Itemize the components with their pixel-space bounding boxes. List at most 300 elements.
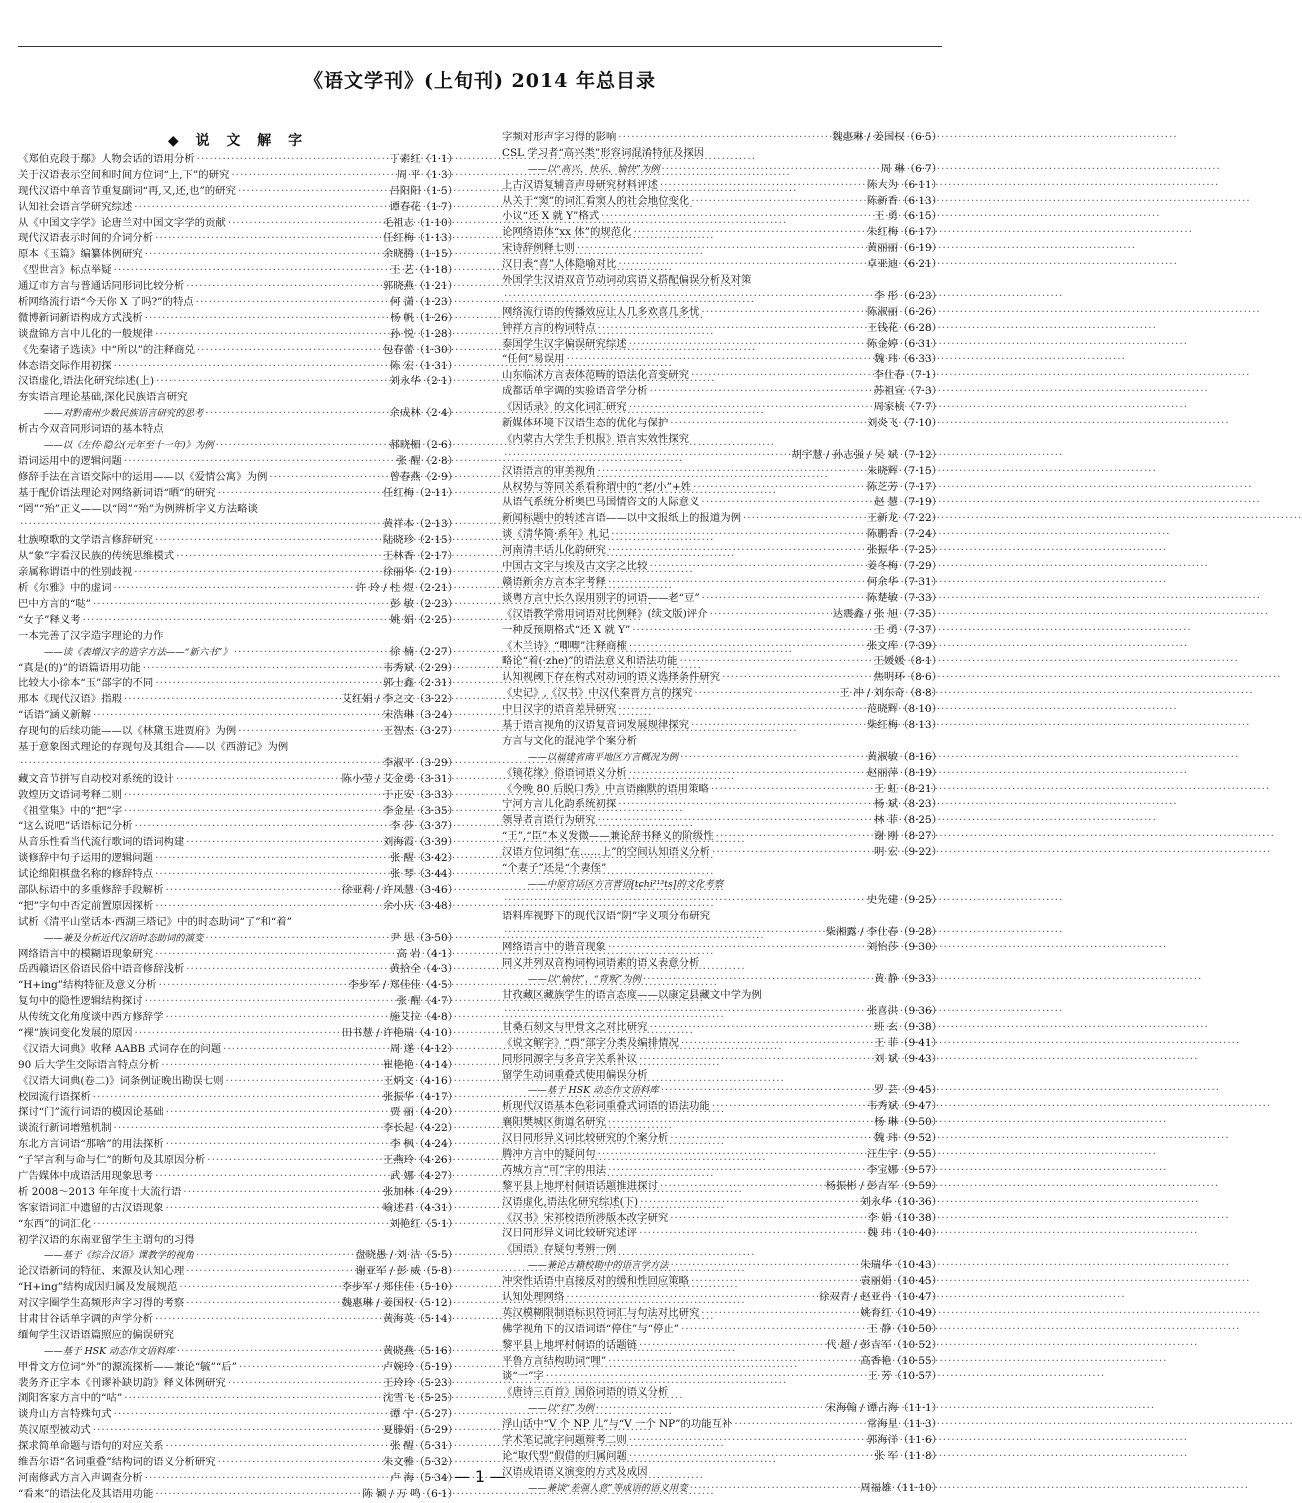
toc-entry bbox=[502, 750, 942, 766]
toc-entry-author-page: 朱文雅（5·32） bbox=[382, 1456, 458, 1469]
toc-entry-author-page: 黄海英（5·14） bbox=[382, 1313, 458, 1326]
toc-entry bbox=[18, 1280, 458, 1296]
toc-entry-author-page: 毛祖志（1·10） bbox=[382, 216, 458, 229]
toc-entry-title: 《国语》存疑句考辨一例 bbox=[502, 1243, 617, 1256]
toc-entry bbox=[502, 543, 942, 559]
toc-entry-title: 留学生动词重叠式使用偏误分析 bbox=[502, 1068, 648, 1081]
dot-leader bbox=[608, 1115, 872, 1131]
toc-entry bbox=[502, 829, 942, 845]
toc-entry bbox=[502, 972, 942, 988]
dot-leader bbox=[649, 559, 864, 575]
toc-entry bbox=[502, 1179, 942, 1195]
toc-entry-title: 谈粤方言中长久误用别字的词语——老“豆” bbox=[502, 591, 700, 604]
toc-entry-title: 《汉书》宋祁校语所涉版本改字研究 bbox=[502, 1211, 669, 1224]
toc-entry bbox=[502, 861, 942, 877]
toc-entry-author-page: 明 宏（9·22） bbox=[873, 846, 942, 859]
dot-leader bbox=[155, 1487, 360, 1503]
toc-entry-title: 汉语虚化,语法化研究综述(上) bbox=[18, 375, 155, 388]
toc-entry-author-page: 余晓腾（1·15） bbox=[382, 248, 458, 261]
toc-entry-author-page: 李步军 / 郑佳佳（5·10） bbox=[341, 1281, 458, 1294]
top-rule bbox=[18, 46, 942, 47]
toc-entry bbox=[502, 321, 942, 337]
toc-entry-title: 邢本《现代汉语》指瑕 bbox=[18, 693, 122, 706]
dot-leader bbox=[670, 1131, 872, 1147]
toc-entry bbox=[502, 130, 942, 146]
toc-entry-title: ——兼论古籍校勘中的语言学方法 bbox=[528, 1260, 669, 1272]
toc-entry bbox=[502, 416, 942, 432]
dot-leader bbox=[238, 184, 388, 200]
toc-entry bbox=[18, 1137, 458, 1153]
dot-leader bbox=[701, 1306, 858, 1322]
toc-entry bbox=[502, 225, 942, 241]
toc-entry-author-page: 任红梅（2·11） bbox=[382, 486, 458, 499]
toc-entry-title: 《先秦诸子选读》中“所以”的注释商兑 bbox=[18, 343, 195, 356]
dot-leader bbox=[145, 994, 395, 1010]
toc-entry-author-page: 谢亚军 / 彭 威（5·8） bbox=[355, 1265, 458, 1278]
toc-entry-author-page: 黄淑敏（8·16） bbox=[866, 750, 942, 763]
toc-entry-author-page: 陈小莹 / 艾金勇（3·31） bbox=[341, 772, 458, 785]
dot-leader bbox=[155, 676, 381, 692]
toc-entry bbox=[502, 480, 942, 496]
toc-entry-author-page: 张 琴（3·44） bbox=[389, 868, 458, 881]
toc-entry-author-page: 林 菲（8·25） bbox=[873, 814, 942, 827]
toc-entry-title: 汉语成语语义演变的方式及成因 bbox=[502, 1465, 648, 1478]
toc-entry-author-page: 许 玲 / 杜 煜（2·21） bbox=[355, 582, 458, 595]
toc-entry-title: 巴中方言的“哒” bbox=[18, 597, 91, 610]
toc-entry-author-page: 黄晓燕（5·16） bbox=[382, 1344, 458, 1357]
toc-entry bbox=[18, 1328, 458, 1344]
dot-leader bbox=[183, 1185, 381, 1201]
toc-entry-title: 字频对形声字习得的影响 bbox=[502, 131, 617, 143]
toc-entry-author-page: 姚 娟（2·25） bbox=[389, 613, 458, 626]
dot-leader bbox=[83, 613, 388, 629]
toc-entry bbox=[18, 867, 458, 883]
dot-leader bbox=[155, 231, 381, 247]
toc-entry-title: 裴务齐正字本《刊谬补缺切韵》释义体例研究 bbox=[18, 1376, 226, 1389]
dot-leader bbox=[618, 130, 830, 146]
toc-right-list bbox=[502, 130, 942, 1497]
toc-entry-author-page: 张 醒（4·7） bbox=[396, 995, 458, 1008]
toc-entry bbox=[18, 1185, 458, 1201]
toc-entry-title: 钟祥方言的构词特点 bbox=[502, 321, 596, 334]
toc-entry-title: 部队标语中的多重修辞手段解析 bbox=[18, 883, 164, 896]
toc-entry bbox=[18, 470, 458, 486]
toc-entry bbox=[502, 432, 942, 448]
toc-entry-author-page: 宋浩琳（3·24） bbox=[382, 709, 458, 722]
toc-entry-title: 河南修武方言入声调查分析 bbox=[18, 1471, 143, 1484]
toc-entry bbox=[18, 1169, 458, 1185]
dot-leader bbox=[691, 718, 865, 734]
toc-entry-title: 略论“着(·zhe)”的语法意义和语法功能 bbox=[502, 655, 678, 668]
dot-leader bbox=[238, 724, 381, 740]
toc-entry-author-page: 王玲玲（5·23） bbox=[382, 1376, 458, 1389]
toc-entry bbox=[18, 1201, 458, 1217]
dot-leader bbox=[156, 374, 387, 390]
toc-entry-title: “个妻子”还是“个妻侄” bbox=[502, 861, 607, 874]
dot-leader bbox=[608, 1163, 865, 1179]
toc-entry bbox=[502, 337, 942, 353]
toc-entry bbox=[502, 623, 942, 639]
toc-entry bbox=[502, 1401, 942, 1417]
toc-entry-title: 析网络流行语“今天你 X 了吗?”的特点 bbox=[18, 296, 194, 309]
toc-entry-title: “H+ing”结构特征及意义分析 bbox=[18, 979, 157, 992]
toc-entry bbox=[18, 947, 458, 963]
toc-entry-title: 夯实语言理论基础,深化民族语言研究 bbox=[18, 391, 188, 404]
toc-entry-title: 《说文解字》“酉”部字分类及编排情况 bbox=[502, 1036, 679, 1049]
dot-leader bbox=[679, 654, 871, 670]
toc-entry-author-page: 杨 斌（8·23） bbox=[873, 798, 942, 811]
dot-leader bbox=[504, 893, 865, 909]
dot-leader bbox=[632, 623, 872, 639]
toc-entry-author-page: 高香艳（10·55） bbox=[860, 1354, 942, 1367]
toc-entry bbox=[18, 835, 458, 851]
toc-entry-title: 论汉语新词的特征、来源及认知心理 bbox=[18, 1265, 185, 1278]
toc-entry-title: 微博新词新语构成方式浅析 bbox=[18, 311, 143, 324]
toc-entry-author-page: 杨振彬 / 彭吉军（9·59） bbox=[825, 1179, 942, 1192]
toc-entry bbox=[18, 629, 458, 645]
toc-entry bbox=[502, 1354, 942, 1370]
dot-leader bbox=[660, 178, 865, 194]
dot-leader bbox=[93, 1423, 381, 1439]
toc-entry bbox=[502, 1163, 942, 1179]
toc-entry bbox=[18, 279, 458, 295]
toc-entry bbox=[18, 168, 458, 184]
toc-entry bbox=[502, 956, 942, 972]
toc-entry-author-page: 卢婉玲（5·19） bbox=[382, 1360, 458, 1373]
toc-entry-title: 汉日表“喜”人体隐喻对比 bbox=[502, 258, 617, 271]
toc-entry bbox=[502, 575, 942, 591]
toc-entry bbox=[18, 613, 458, 629]
toc-entry-author-page: 刘 斌（9·43） bbox=[873, 1052, 942, 1065]
toc-entry-title: “王”,“臣”本义发微——兼论辞书释义的阶级性 bbox=[502, 830, 714, 843]
dot-leader bbox=[629, 766, 865, 782]
toc-entry bbox=[18, 1010, 458, 1026]
toc-entry-author-page: 柴湘露 / 李仕春（9·28） bbox=[825, 925, 942, 938]
dot-leader bbox=[207, 1153, 381, 1169]
toc-entry-title: 通辽市方言与普通话同形词比较分析 bbox=[18, 280, 185, 293]
toc-entry-author-page: 陈芝芳（7·17） bbox=[866, 480, 942, 493]
toc-entry-title: 析《尔雅》中的虚词 bbox=[18, 582, 112, 595]
toc-entry bbox=[18, 406, 458, 422]
dot-leader bbox=[155, 899, 381, 915]
toc-entry bbox=[18, 1264, 458, 1280]
toc-entry bbox=[18, 676, 458, 692]
toc-entry-title: 芮城方言“可”字的用法 bbox=[502, 1163, 607, 1176]
toc-entry bbox=[18, 740, 458, 756]
toc-entry-title: 谈修辞中句子运用的逻辑问题 bbox=[18, 852, 154, 865]
toc-entry-author-page: 张 军（11·8） bbox=[873, 1449, 942, 1462]
toc-entry bbox=[18, 804, 458, 820]
dot-leader bbox=[660, 1179, 824, 1195]
toc-entry bbox=[502, 1417, 942, 1433]
toc-entry-title: “这么说吧”话语标记分析 bbox=[18, 820, 133, 833]
toc-entry-author-page: 王 虹（8·21） bbox=[873, 782, 942, 795]
dot-leader bbox=[598, 1147, 865, 1163]
toc-entry-author-page: 刘海霞（3·39） bbox=[382, 836, 458, 849]
toc-entry-author-page: 陈楚敏（7·33） bbox=[866, 591, 942, 604]
toc-entry-title: 宋诗辞例释七则 bbox=[502, 242, 575, 255]
page-number: — 1 — bbox=[453, 1467, 507, 1486]
toc-entry-author-page: 刘永华（2·1） bbox=[389, 375, 458, 388]
dot-leader bbox=[114, 263, 388, 279]
toc-entry-title: 领导者言语行为研究 bbox=[502, 814, 596, 827]
toc-entry-title: 甘桑石刻文与甲骨文之对比研究 bbox=[502, 1020, 648, 1033]
toc-entry bbox=[18, 1074, 458, 1090]
toc-entry bbox=[18, 152, 458, 168]
toc-entry-title: 从音乐性看当代流行歌词的语词构建 bbox=[18, 836, 185, 849]
toc-entry bbox=[502, 718, 942, 734]
toc-entry bbox=[502, 639, 942, 655]
toc-entry-title: 体态语交际作用初探 bbox=[18, 359, 112, 372]
toc-entry-author-page: 卢 海（5·34） bbox=[389, 1471, 458, 1484]
toc-entry-title: 认知社会语言学研究综述 bbox=[18, 200, 133, 213]
dot-leader bbox=[649, 1020, 872, 1036]
toc-entry-author-page: 刘炎飞（7·10） bbox=[866, 417, 942, 430]
toc-entry-title: ——读《表增汉字的造字方法——“新六书”》 bbox=[44, 646, 232, 658]
toc-entry bbox=[502, 1290, 942, 1306]
toc-entry-author-page: 曾春燕（2·9） bbox=[389, 470, 458, 483]
dot-leader bbox=[716, 829, 872, 845]
dot-leader bbox=[165, 1010, 387, 1026]
toc-entry-title: 现代汉语中单音节重复副词“再,又,还,也”的研究 bbox=[18, 184, 236, 197]
dot-leader bbox=[143, 661, 381, 677]
toc-entry-author-page: 周 遂（4·12） bbox=[389, 1042, 458, 1055]
toc-entry bbox=[18, 454, 458, 470]
dot-leader bbox=[649, 384, 871, 400]
dot-leader bbox=[618, 702, 865, 718]
toc-entry-author-page: 张振华（4·17） bbox=[382, 1090, 458, 1103]
toc-entry-author-page: 王 芳（10·57） bbox=[867, 1370, 942, 1383]
dot-leader bbox=[504, 448, 789, 464]
toc-entry bbox=[502, 877, 942, 893]
toc-entry bbox=[502, 1338, 942, 1354]
dot-leader bbox=[155, 851, 388, 867]
toc-entry-title: 一本完善了汉字造字理论的力作 bbox=[18, 629, 164, 642]
toc-entry-author-page: 代 超 / 彭吉军（10·52） bbox=[826, 1338, 942, 1351]
toc-entry-author-page: 吕阳阳（1·5） bbox=[389, 184, 458, 197]
toc-entry-title: “罔”“殆”正义——以“罔”“殆”为例辨析字义方法略谈 bbox=[18, 502, 258, 515]
toc-entry-title: 《郑伯克段于鄢》人物会话的语用分析 bbox=[18, 153, 195, 165]
toc-entry-title: 《唐诗三百首》国俗词语的语义分析 bbox=[502, 1386, 669, 1399]
toc-entry-title: 语词运用中的逻辑问题 bbox=[18, 454, 122, 467]
dot-leader bbox=[661, 1083, 872, 1099]
toc-entry-author-page: 刘怡莎（9·30） bbox=[866, 941, 942, 954]
toc-entry-author-page: 徐 楠（2·27） bbox=[389, 645, 458, 658]
toc-entry-title: ——中原官话区方言晋语[tɕhi²¹³ts]的文化考察 bbox=[528, 878, 724, 890]
toc-entry-author-page: 郭海洋（11·6） bbox=[866, 1434, 942, 1447]
toc-entry-title: 宁河方言儿化韵系统初探 bbox=[502, 798, 617, 811]
toc-entry-author-page: 谢 刚（8·27） bbox=[873, 830, 942, 843]
toc-entry-title: 敦煌历文语词考释二则 bbox=[18, 788, 122, 801]
toc-entry-title: 《史记》,《汉书》中汉代秦晋方言的探究 bbox=[502, 687, 693, 700]
toc-entry-title: 试析《清平山堂话本·西湖三塔记》中的时态助词“了”和“着” bbox=[18, 915, 292, 928]
toc-entry-author-page: 杨 琳（9·50） bbox=[873, 1116, 942, 1129]
toc-entry-author-page: 赵 慧（7·19） bbox=[873, 496, 942, 509]
toc-entry-author-page: 常海星（11·3） bbox=[866, 1418, 942, 1431]
toc-entry-title: 一种反预期格式“还 X 就 Y” bbox=[502, 623, 631, 636]
dot-leader bbox=[639, 1338, 824, 1354]
toc-entry-author-page: 彭 敏（2·23） bbox=[389, 597, 458, 610]
toc-entry bbox=[502, 607, 942, 623]
toc-entry-title: 探求简单命题与语句的对应关系 bbox=[18, 1440, 164, 1453]
toc-entry-title: “把”字句中否定前置原因探析 bbox=[18, 899, 154, 912]
toc-entry bbox=[18, 1105, 458, 1121]
toc-entry bbox=[18, 581, 458, 597]
toc-left-column bbox=[18, 130, 458, 1503]
toc-entry-author-page: 刘艳红（5·1） bbox=[389, 1217, 458, 1230]
toc-entry-author-page: 韦秀斌（2·29） bbox=[382, 661, 458, 674]
toc-entry-title: 襄阳樊城区街道名研究 bbox=[502, 1116, 606, 1129]
dot-leader bbox=[722, 670, 871, 686]
toc-entry-author-page: 艾红娟 / 李之文（3·22） bbox=[341, 693, 458, 706]
dot-leader bbox=[546, 1369, 866, 1385]
toc-entry-title: 甘肃甘谷话单字调的声学分析 bbox=[18, 1313, 154, 1326]
toc-entry bbox=[18, 327, 458, 343]
toc-entry-title: 从语气系统分析奥巴马国情咨文的人际意义 bbox=[502, 496, 700, 509]
toc-entry-title: 谈流行新词增殖机制 bbox=[18, 1122, 112, 1135]
toc-entry bbox=[502, 464, 942, 480]
toc-entry-title: “话语”涵义新解 bbox=[18, 709, 91, 722]
toc-entry bbox=[18, 565, 458, 581]
toc-entry-title: 复句中的隐性逻辑结构探讨 bbox=[18, 995, 143, 1008]
dot-leader bbox=[205, 931, 388, 947]
toc-entry bbox=[502, 670, 942, 686]
toc-entry-author-page: 李长起（4·22） bbox=[382, 1122, 458, 1135]
toc-entry bbox=[502, 686, 942, 702]
toc-entry bbox=[18, 772, 458, 788]
toc-entry-author-page: 余成林（2·4） bbox=[389, 407, 458, 420]
toc-entry bbox=[502, 1147, 942, 1163]
toc-entry-title: 新媒体环境下汉语生态的优化与保护 bbox=[502, 417, 669, 430]
toc-entry bbox=[502, 988, 942, 1004]
toc-entry-title: 浏阳客家方言中的“咕” bbox=[18, 1392, 123, 1405]
toc-entry-title: 上古汉语复辅音声母研究材料评述 bbox=[502, 178, 658, 191]
dot-leader bbox=[629, 639, 865, 655]
toc-entry-title: ——以《左传·隐公(元年至十一年)》为例 bbox=[44, 440, 214, 452]
toc-entry bbox=[18, 883, 458, 899]
toc-entry-author-page: 任红梅（1·13） bbox=[382, 232, 458, 245]
toc-entry-title: “H+ing”结构成因归属及发展规范 bbox=[18, 1281, 178, 1294]
dot-leader bbox=[145, 311, 388, 327]
toc-entry-author-page: 丁素红（1·1） bbox=[389, 153, 458, 165]
toc-entry bbox=[18, 756, 458, 772]
toc-entry bbox=[18, 438, 458, 454]
toc-entry-author-page: 姚育红（10·49） bbox=[860, 1306, 942, 1319]
toc-entry-title: 原本《玉篇》编纂体例研究 bbox=[18, 248, 143, 261]
toc-entry bbox=[502, 209, 942, 225]
toc-entry-title: 汉日同形异义词比较研究的个案分析 bbox=[502, 1132, 669, 1145]
toc-entry-author-page: 高 岩（4·1） bbox=[396, 947, 458, 960]
toc-entry bbox=[18, 692, 458, 708]
toc-entry-title: 校园流行语探析 bbox=[18, 1090, 91, 1103]
toc-entry-author-page: 徐亚莉 / 许凤慧（3·46） bbox=[341, 883, 458, 896]
toc-entry bbox=[18, 216, 458, 232]
toc-entry-author-page: 何 潇（1·23） bbox=[389, 296, 458, 309]
toc-entry-title: 佛学视角下的汉语词语“停住”与“停止” bbox=[502, 1322, 680, 1335]
toc-entry-title: “真是(的)”的语篇语用功能 bbox=[18, 661, 141, 674]
toc-entry bbox=[502, 797, 942, 813]
toc-entry bbox=[502, 1195, 942, 1211]
dot-leader bbox=[20, 517, 381, 533]
toc-entry-author-page: 黄 静（9·33） bbox=[873, 973, 942, 986]
toc-entry-title: 《汉语大词典(卷二)》词条例证晚出勘误七则 bbox=[18, 1074, 224, 1087]
toc-entry-title: 成都话单字调的实验语音学分析 bbox=[502, 385, 648, 398]
dot-leader bbox=[228, 1376, 381, 1392]
toc-entry-title: 语料库视野下的现代汉语“阴”字义项分布研究 bbox=[502, 909, 711, 922]
toc-entry-author-page: 王钱花（6·28） bbox=[866, 321, 942, 334]
toc-entry bbox=[18, 263, 458, 279]
dot-leader bbox=[693, 480, 865, 496]
toc-entry-author-page: 王林香（2·17） bbox=[382, 550, 458, 563]
toc-entry bbox=[502, 1449, 942, 1465]
toc-entry-title: 试论绵阳棋盘名称的修辞特点 bbox=[18, 868, 154, 881]
dot-leader bbox=[608, 575, 865, 591]
toc-entry bbox=[18, 549, 458, 565]
toc-entry-author-page: 王媛媛（8·1） bbox=[873, 655, 942, 668]
toc-entry-title: 客家语词汇中遗留的古汉语现象 bbox=[18, 1201, 164, 1214]
toc-entry-title: 基于意象图式理论的存现句及其组合——以《西游记》为例 bbox=[18, 740, 289, 753]
dot-leader bbox=[231, 168, 394, 184]
toc-entry-title: 现代汉语表示时间的介词分析 bbox=[18, 232, 154, 245]
toc-entry bbox=[502, 1068, 942, 1084]
dot-leader bbox=[114, 581, 354, 597]
toc-entry-author-page: 黄丽丽（6·19） bbox=[866, 242, 942, 255]
toc-entry-title: 新闻标题中的转述言语——以中文报纸上的报道为例 bbox=[502, 512, 741, 525]
toc-entry-title: 英汉原型被动式 bbox=[18, 1424, 91, 1437]
toc-entry-author-page: 周家桢（7·7） bbox=[873, 401, 942, 414]
toc-entry bbox=[18, 661, 458, 677]
dot-leader bbox=[608, 1354, 858, 1370]
toc-entry-title: 《内蒙古大学生手机报》语言实效性探究 bbox=[502, 432, 690, 445]
toc-entry-title: 赣语新余方言本字考释 bbox=[502, 575, 606, 588]
toc-entry-title: 析现代汉语基本色彩词重叠式词语的语法功能 bbox=[502, 1100, 710, 1113]
toc-entry-author-page: 史先建（9·25） bbox=[866, 893, 942, 906]
toc-entry bbox=[502, 448, 942, 464]
toc-entry-title: 《镜花缘》俗语词语义分析 bbox=[502, 766, 627, 779]
toc-entry-author-page: 陈 颖 / 万 鸣（6·1） bbox=[362, 1487, 458, 1500]
toc-entry bbox=[502, 925, 942, 941]
dot-leader bbox=[124, 692, 340, 708]
toc-entry-title: 谈“一”字 bbox=[502, 1370, 544, 1383]
toc-entry-title: 谈《清华简·系年》札记 bbox=[502, 528, 610, 541]
toc-entry-title: 腾冲方言中的疑问句 bbox=[502, 1148, 596, 1160]
toc-entry-title: 析古今双音同形词语的基本特点 bbox=[18, 423, 164, 436]
toc-entry-author-page: 李 莎（3·37） bbox=[389, 820, 458, 833]
toc-entry bbox=[18, 1439, 458, 1455]
toc-entry-title: 对汉字圈学生高频形声字习得的考察 bbox=[18, 1297, 185, 1310]
toc-entry bbox=[18, 1376, 458, 1392]
dot-leader bbox=[161, 1058, 381, 1074]
toc-entry-author-page: 谭春花（1·7） bbox=[389, 200, 458, 213]
toc-entry-title: 基于配价语法理论对网络新词语“晒”的研究 bbox=[18, 486, 216, 499]
dot-leader bbox=[218, 486, 381, 502]
toc-entry-author-page: 李金星（3·35） bbox=[382, 804, 458, 817]
toc-entry bbox=[502, 273, 942, 289]
toc-entry bbox=[502, 893, 942, 909]
toc-entry bbox=[18, 374, 458, 390]
toc-entry-title: 方言与文化的混沌学个案分析 bbox=[502, 734, 638, 747]
toc-entry-title: 《木兰诗》“唧唧”注释商榷 bbox=[502, 639, 627, 652]
toc-entry-title: 论网络语体“xx 体”的规范化 bbox=[502, 226, 632, 239]
toc-entry-author-page: 盘晓愚 / 刘 洁（5·5） bbox=[355, 1249, 458, 1262]
toc-entry-title: ——以“红”为例 bbox=[528, 1403, 594, 1415]
toc-entry-title: 壮族嘹歌的文学语言修辞研究 bbox=[18, 534, 154, 547]
dot-leader bbox=[124, 454, 395, 470]
toc-entry-title: “裸”族词变化发展的原因 bbox=[18, 1026, 133, 1039]
dot-leader bbox=[166, 1137, 388, 1153]
toc-entry-author-page: 王炳文（4·16） bbox=[382, 1074, 458, 1087]
toc-entry-author-page: 陈淑丽（6·26） bbox=[866, 305, 942, 318]
